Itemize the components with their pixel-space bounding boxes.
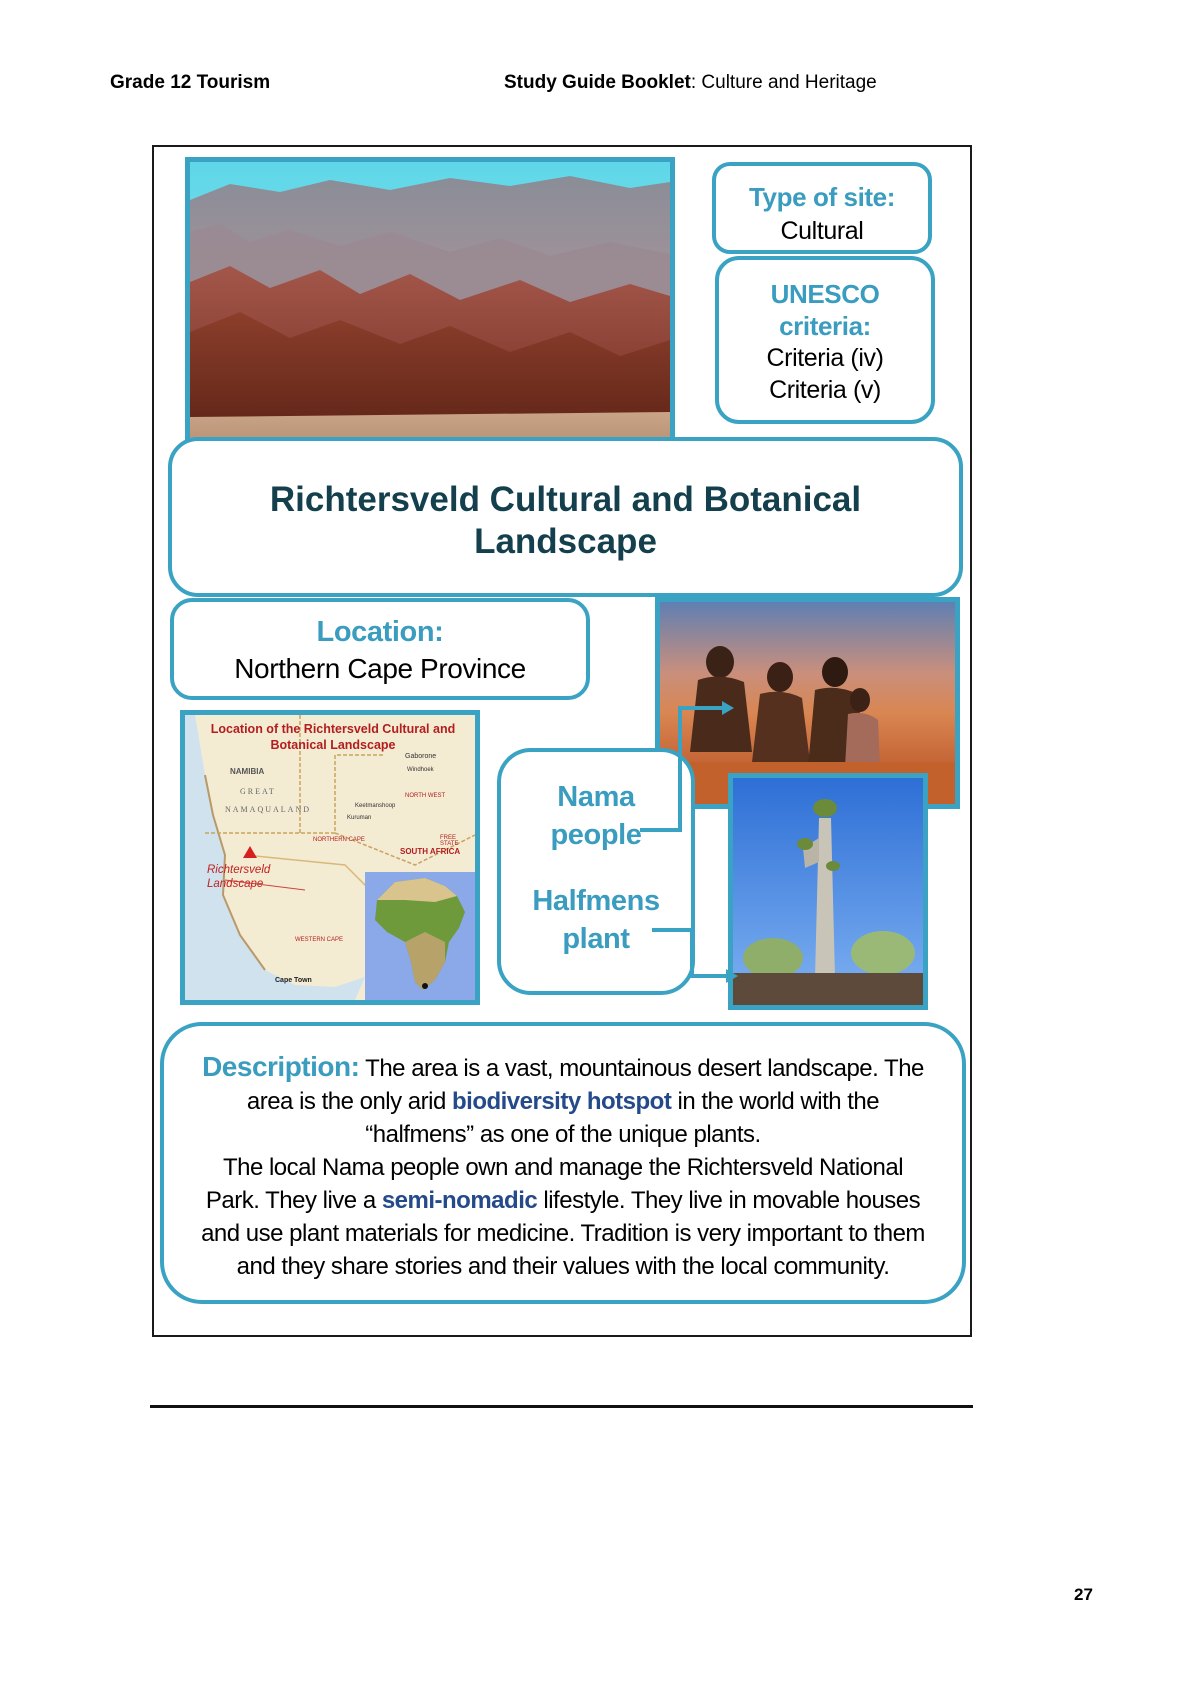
map-label-namibia: NAMIBIA bbox=[230, 767, 265, 776]
halfmens-plant-photo bbox=[728, 773, 928, 1010]
site-title-line1: Richtersveld Cultural and Botanical bbox=[269, 480, 862, 519]
map-label-north-west: NORTH WEST bbox=[405, 793, 446, 799]
halfmens-plant-label-line2: plant bbox=[562, 923, 630, 955]
map-title bbox=[203, 721, 463, 753]
biodiversity-hotspot-highlight: biodiversity hotspot bbox=[451, 1088, 672, 1115]
description-paragraph-1 bbox=[194, 1050, 932, 1151]
unesco-label-line2: criteria: bbox=[779, 311, 871, 341]
header-subject: Grade 12 Tourism bbox=[110, 72, 271, 93]
nama-people-label-line2: people bbox=[550, 819, 642, 851]
page-number: 27 bbox=[1074, 1585, 1093, 1604]
unesco-label-line1: UNESCO bbox=[770, 279, 880, 309]
halfmens-plant-image bbox=[733, 778, 923, 1005]
description-paragraph-2 bbox=[194, 1151, 932, 1283]
map-label-cape-town: Cape Town bbox=[275, 977, 312, 984]
map-title-line1: Location of the Richtersveld Cultural and bbox=[210, 722, 456, 736]
criteria-item: Criteria (iv) bbox=[766, 344, 884, 372]
map-label-keetmanshoop: Keetmanshoop bbox=[355, 803, 396, 809]
type-of-site-value: Cultural bbox=[780, 217, 864, 245]
map-marker-label bbox=[207, 863, 270, 891]
mountain-landscape-image bbox=[190, 162, 670, 455]
footer-rule bbox=[150, 1405, 973, 1408]
connector-arrows bbox=[600, 690, 740, 990]
type-of-site-box bbox=[712, 162, 932, 254]
map-label-free-state: FREE STATE bbox=[440, 835, 459, 847]
description-p1-a: The area is a vast, mountainous desert landscape. The area is the only arid bbox=[246, 1055, 924, 1115]
map-label-gaborone: Gaborone bbox=[405, 753, 437, 760]
description-p2-a: The local Nama people own and manage the Richtersveld National Park. They live a bbox=[205, 1154, 904, 1214]
semi-nomadic-highlight: semi-nomadic bbox=[381, 1187, 538, 1214]
africa-inset-map bbox=[365, 872, 475, 1000]
description-box bbox=[160, 1022, 966, 1304]
title-box bbox=[168, 437, 963, 597]
africa-inset-image bbox=[365, 872, 475, 1000]
header-booklet-bold: Study Guide Booklet bbox=[504, 72, 691, 93]
header-booklet bbox=[504, 72, 877, 94]
map-title-line2: Botanical Landscape bbox=[270, 738, 396, 752]
mountain-landscape-photo bbox=[185, 157, 675, 460]
nama-people-label-line1: Nama bbox=[557, 781, 635, 813]
map-label-northern-cape: NORTHERN CAPE bbox=[313, 837, 365, 843]
site-title-line2: Landscape bbox=[474, 522, 657, 561]
map-marker-line2: Landscape bbox=[207, 878, 264, 890]
halfmens-plant-label-line1: Halfmens bbox=[532, 885, 660, 917]
map-label-south-africa: SOUTH AFRICA bbox=[400, 847, 461, 856]
map-label-namaqualand: NAMAQUALAND bbox=[225, 805, 311, 814]
map-label-great: GREAT bbox=[240, 787, 276, 796]
criteria-item: Criteria (v) bbox=[769, 376, 881, 404]
unesco-criteria-box bbox=[715, 256, 935, 424]
description-p2-b: lifestyle. They live in movable houses and use plant materials for medicine. Tradition is very important to them and they share stories and their values with the local community. bbox=[201, 1187, 925, 1280]
location-label: Location: bbox=[316, 616, 444, 648]
map-label-western-cape: WESTERN CAPE bbox=[295, 937, 344, 943]
description-p1-b: in the world with the “halfmens” as one of the unique plants. bbox=[365, 1088, 880, 1148]
location-value: Northern Cape Province bbox=[234, 653, 526, 684]
location-box bbox=[170, 598, 590, 700]
header-booklet-rest: : Culture and Heritage bbox=[690, 72, 877, 93]
map-marker-line1: Richtersveld bbox=[207, 864, 271, 876]
map-label-kuruman: Kuruman bbox=[347, 815, 372, 821]
location-map bbox=[180, 710, 480, 1005]
map-label-windhoek: Windhoek bbox=[407, 767, 434, 773]
description-label: Description: bbox=[202, 1051, 360, 1082]
type-of-site-label: Type of site: bbox=[748, 182, 895, 212]
